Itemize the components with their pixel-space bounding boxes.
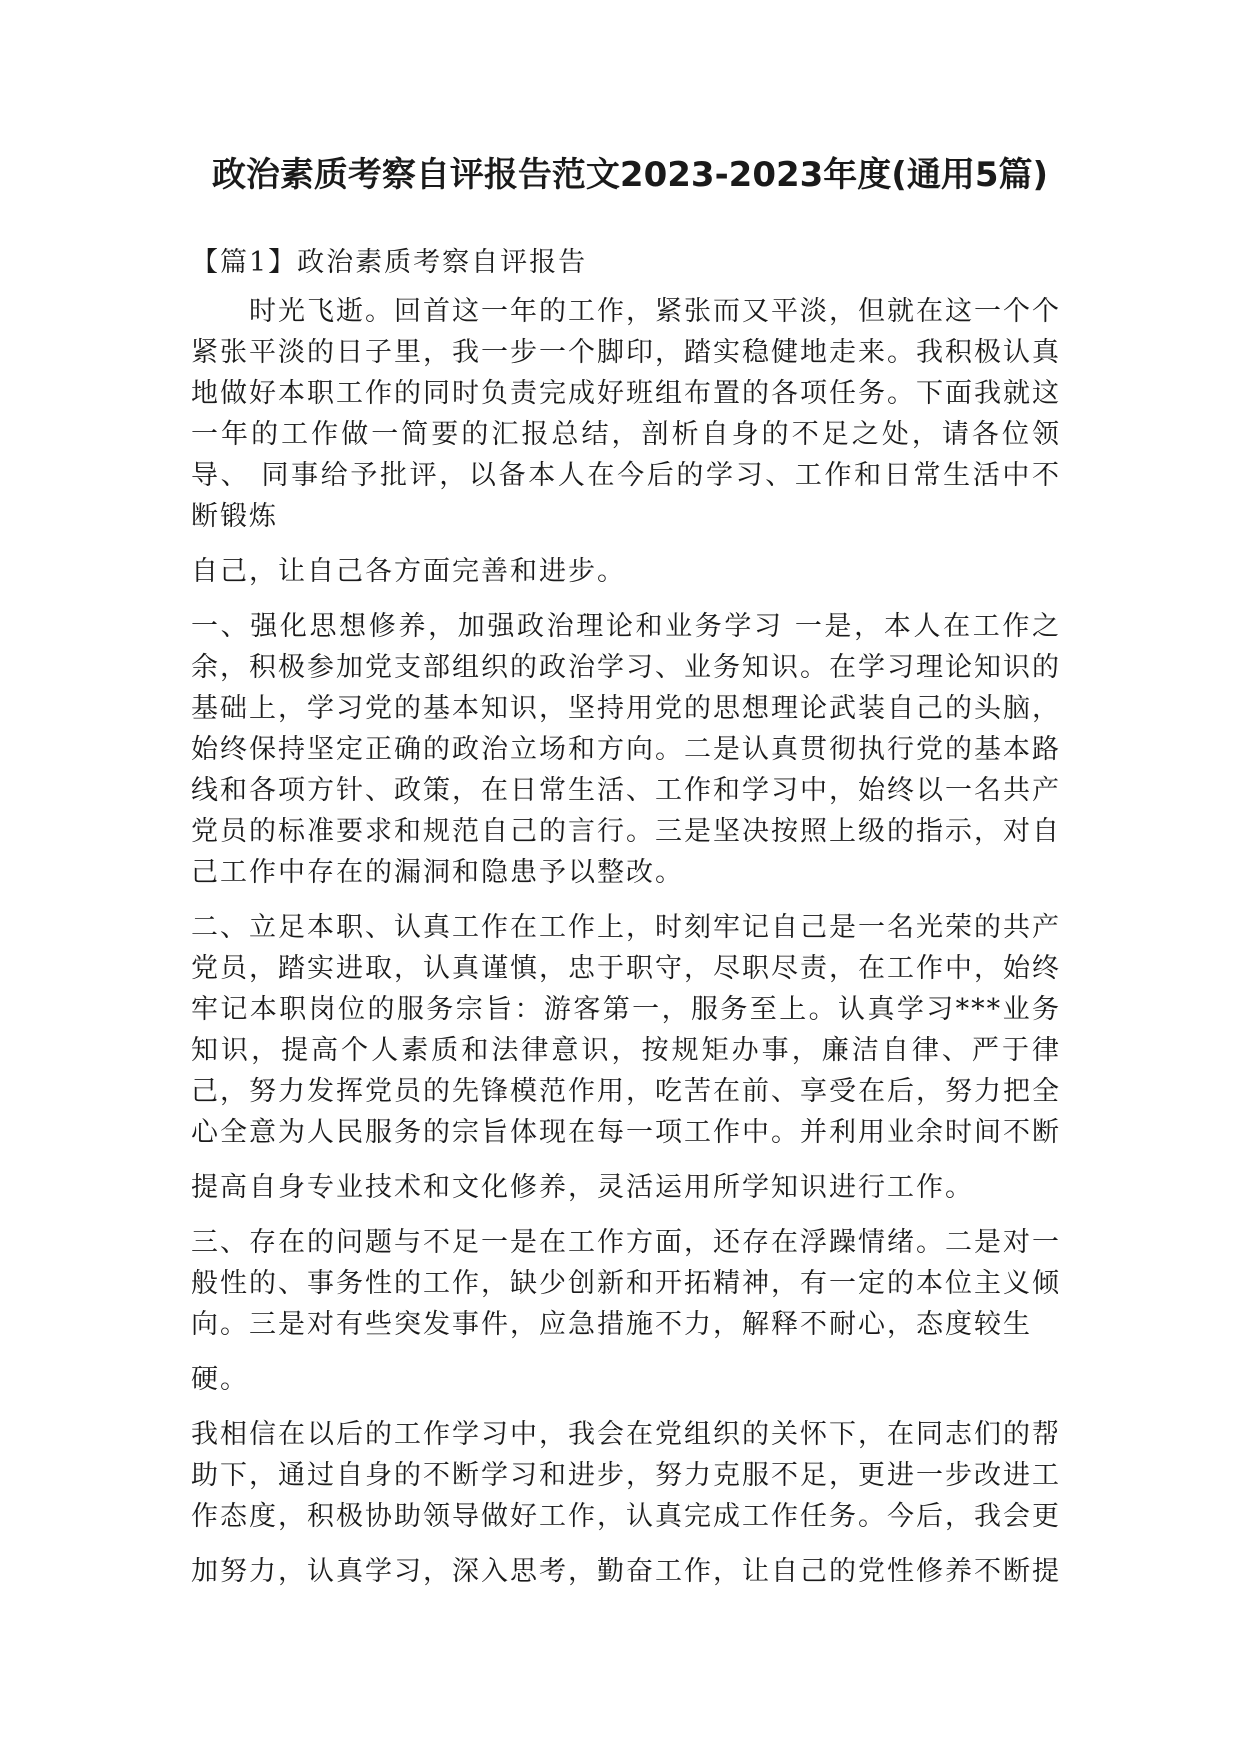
paragraph-section-three: 三、存在的问题与不足一是在工作方面，还存在浮躁情绪。二是对一般性的、事务性的工作，缺少创新和开拓精神，有一定的本位主义倾向。三是对有些突发事件，应急措施不力，解释不耐心，态度较生: [191, 1227, 1061, 1340]
paragraph-section-one: 一、强化思想修养，加强政治理论和业务学习 一是，本人在工作之余，积极参加党支部组织的政治学习、业务知识。在学习理论知识的基础上，学习党的基本知识，坚持用党的思想理论武装自己的头脑，始终保持坚定正确的政治立场和方向。二是认真贯彻执行党的基本路线和各项方针、政策，在日常生活、工作和学习中，始终以一名共产党员的标准要求和规范自己的言行。三是坚决按照上级的指示，对自己工作中存在的漏洞和隐患予以整改。: [191, 611, 1061, 888]
paragraph-section-two: 二、立足本职、认真工作在工作上，时刻牢记自己是一名光荣的共产党员，踏实进取，认真谨慎，忠于职守，尽职尽责，在工作中，始终牢记本职岗位的服务宗旨：游客第一，服务至上。认真学习***业务知识，提高个人素质和法律意识，按规矩办事，廉洁自律、严于律己，努力发挥党员的先锋模范作用，吃苦在前、享受在后，努力把全心全意为人民服务的宗旨体现在每一项工作中。并利用业余时间不断: [191, 912, 1061, 1148]
document-body: [191, 242, 1061, 1606]
document-title: 政治素质考察自评报告范文2023-2023年度(通用5篇): [211, 155, 1049, 195]
paragraph-intro-continued: 自己，让自己各方面完善和进步。: [191, 556, 626, 587]
paragraph-intro: 时光飞逝。回首这一年的工作，紧张而又平淡，但就在这一个个紧张平淡的日子里，我一步一个脚印，踏实稳健地走来。我积极认真地做好本职工作的同时负责完成好班组布置的各项任务。下面我就这一年的工作做一简要的汇报总结，剖析自身的不足之处，请各位领导、 同事给予批评，以备本人在今后的学习、工作和日常生活中不断锻炼: [191, 296, 1061, 532]
paragraph-section-two-continued: 提高自身专业技术和文化修养，灵活运用所学知识进行工作。: [191, 1172, 974, 1203]
section-heading: 【篇1】政治素质考察自评报告: [191, 247, 588, 278]
paragraph-closing-continued: 加努力，认真学习，深入思考，勤奋工作，让自己的党性修养不断提: [191, 1556, 1061, 1587]
paragraph-closing: 我相信在以后的工作学习中，我会在党组织的关怀下，在同志们的帮助下，通过自身的不断学习和进步，努力克服不足，更进一步改进工作态度，积极协助领导做好工作，认真完成工作任务。今后，我会更: [191, 1419, 1061, 1532]
paragraph-section-three-continued: 硬。: [191, 1364, 249, 1395]
